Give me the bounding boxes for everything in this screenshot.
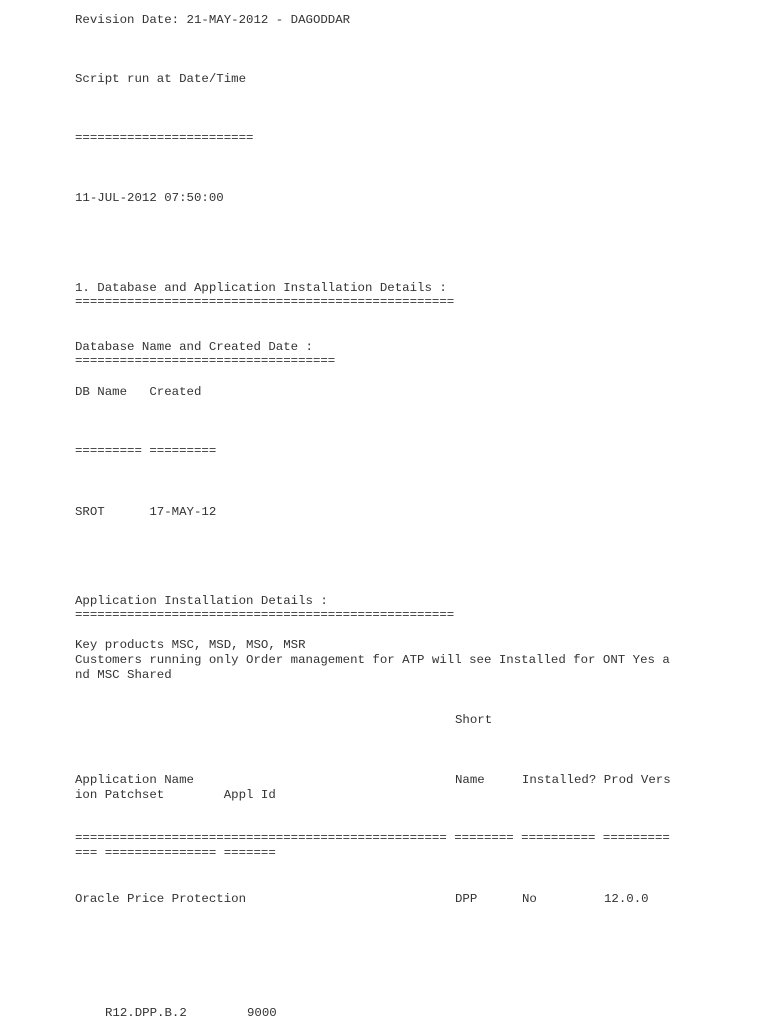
section1-heading: 1. Database and Application Installation Details : [75, 281, 447, 295]
app-row-installed: No [522, 892, 537, 906]
app-header-rule: ================================================== ======== ========== ========= [75, 831, 670, 845]
script-run-label: Script run at Date/Time [75, 72, 247, 86]
app-row-patchset: R12.DPP.B.2 [105, 1006, 187, 1020]
script-run-datetime: 11-JUL-2012 07:50:00 [75, 191, 224, 205]
app-row-name: Oracle Price Protection [75, 892, 247, 906]
db-column-rule: ========= ========= [75, 444, 217, 458]
app-header-application-name: Application Name [75, 773, 194, 787]
app-header-patchset-applid: ion Patchset Appl Id [75, 788, 276, 802]
app-header-short: Short [455, 713, 493, 727]
db-heading-rule: =================================== [75, 354, 336, 368]
app-heading: Application Installation Details : [75, 594, 328, 608]
app-header-rule-cont: === =============== ======= [75, 846, 276, 860]
app-row-short: DPP [455, 892, 478, 906]
app-header-name-installed-version: Name Installed? Prod Vers [455, 773, 671, 787]
app-note-key-products: Key products MSC, MSD, MSO, MSR [75, 638, 306, 652]
db-row: SROT 17-MAY-12 [75, 505, 217, 519]
revision-date-line: Revision Date: 21-MAY-2012 - DAGODDAR [75, 13, 351, 27]
app-note-ont-cont: nd MSC Shared [75, 668, 172, 682]
app-row-version: 12.0.0 [604, 892, 649, 906]
db-column-headers: DB Name Created [75, 385, 202, 399]
section1-heading-rule: =================================================== [75, 295, 455, 309]
app-heading-rule: =================================================== [75, 608, 455, 622]
script-run-rule: ======================== [75, 131, 254, 145]
app-note-ont: Customers running only Order management for ATP will see Installed for ONT Yes a [75, 653, 670, 667]
app-row-appl-id: 9000 [247, 1006, 277, 1020]
db-heading: Database Name and Created Date : [75, 340, 313, 354]
